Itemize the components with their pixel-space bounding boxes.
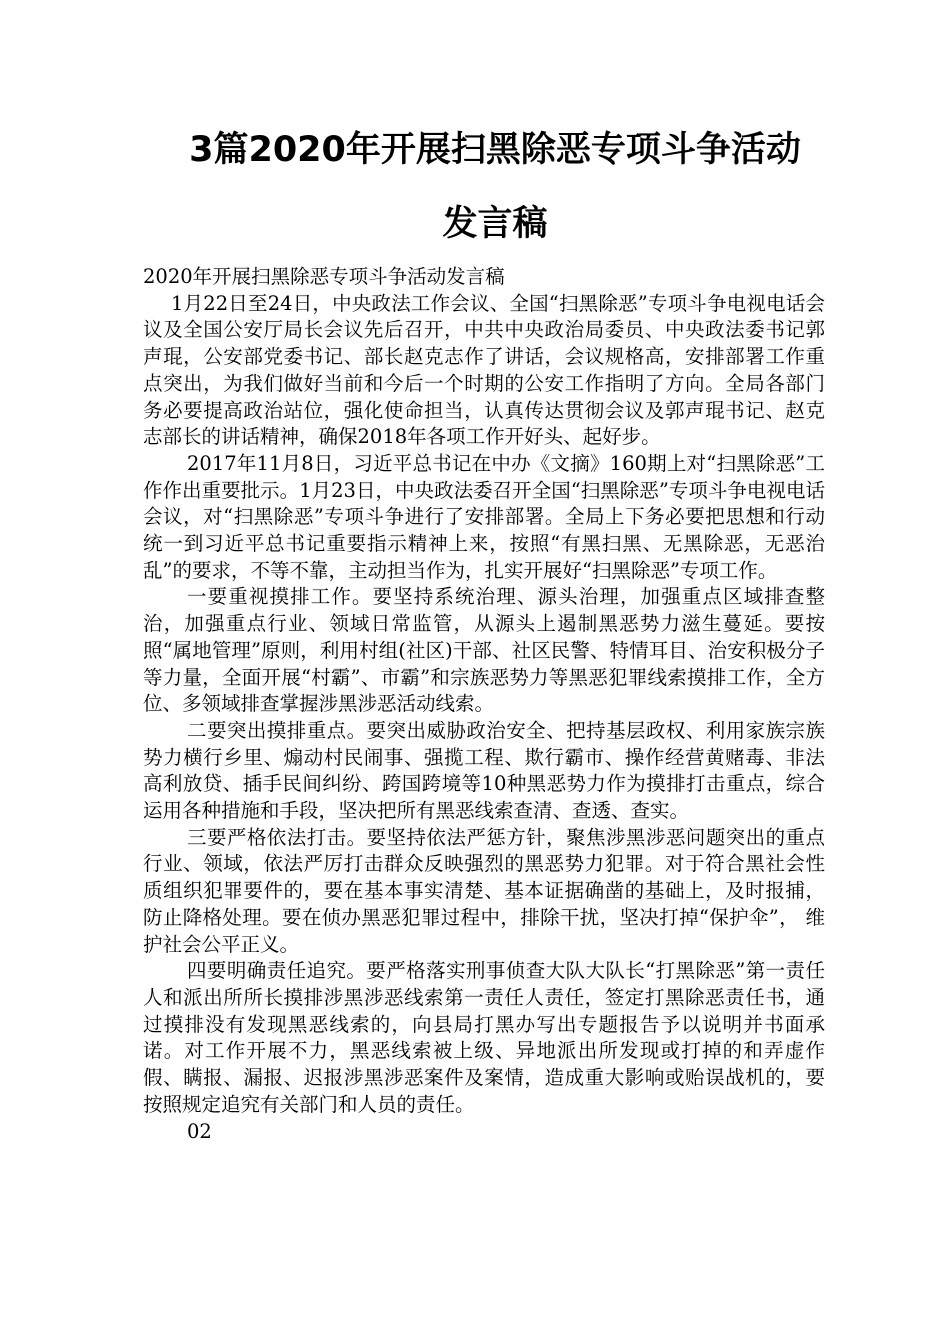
- paragraph-6: 四要明确责任追究。要严格落实刑事侦查大队大队长“打黑除恶”第一责任人和派出所所长摸排涉黑涉恶线索第一责任人责任，签定打黑除恶责任书，通过摸排没有发现黑恶线索的，向县局打黑办写出专题报告予以说明并书面承诺。对工作开展不力，黑恶线索被上级、异地派出所发现或打掉的和弄虚作假、瞒报、漏报、迟报涉黑涉恶案件及案情，造成重大影响或贻误战机的，要按照规定追究有关部门和人员的责任。: [143, 959, 825, 1116]
- paragraph-3: 一要重视摸排工作。要坚持系统治理、源头治理，加强重点区域排查整治，加强重点行业、领域日常监管，从源头上遏制黑恶势力滋生蔓延。要按照“属地管理”原则，利用村组(社区)干部、社区民警、特情耳目、治安积极分子等力量，全面开展“村霸”、市霸”和宗族恶势力等黑恶犯罪线索摸排工作，全方位、多领域排查掌握涉黑涉恶活动线索。: [143, 585, 825, 716]
- document-body: [143, 264, 825, 1145]
- document-title-line-1: 3篇2020年开展扫黑除恶专项斗争活动: [189, 130, 801, 170]
- document-subtitle: 2020年开展扫黑除恶专项斗争活动发言稿: [143, 265, 505, 288]
- paragraph-1: 1月22日至24日，中央政法工作会议、全国“扫黑除恶”专项斗争电视电话会议及全国公安厅局长会议先后召开，中共中央政治局委员、中央政法委书记郭声琨，公安部党委书记、部长赵克志作了讲话，会议规格高，安排部署工作重点突出，为我们做好当前和今后一个时期的公安工作指明了方向。全局各部门务必要提高政治站位，强化使命担当，认真传达贯彻会议及郭声琨书记、赵克志部长的讲话精神，确保2018年各项工作开好头、起好步。: [143, 291, 825, 449]
- paragraph-5: 三要严格依法打击。要坚持依法严惩方针，聚焦涉黑涉恶问题突出的重点行业、领域，依法严厉打击群众反映强烈的黑恶势力犯罪。对于符合黑社会性质组织犯罪要件的，要在基本事实清楚、基本证据确凿的基础上，及时报捕，防止降格处理。要在侦办黑恶犯罪过程中，排除干扰，坚决打掉“保护伞”， 维护社会公平正义。: [143, 825, 825, 956]
- paragraph-4: 二要突出摸排重点。要突出威胁政治安全、把持基层政权、利用家族宗族势力横行乡里、煽动村民闹事、强揽工程、欺行霸市、操作经营黄赌毒、非法高利放贷、插手民间纠纷、跨国跨境等10种黑恶势力作为摸排打击重点，综合运用各种措施和手段，坚决把所有黑恶线索查清、查透、查实。: [143, 718, 825, 823]
- paragraph-2: 2017年11月8日，习近平总书记在中办《文摘》160期上对“扫黑除恶”工作作出重要批示。1月23日，中央政法委召开全国“扫黑除恶”专项斗争电视电话会议，对“扫黑除恶”专项斗争进行了安排部署。全局上下务必要把思想和行动统一到习近平总书记重要指示精神上来，按照“有黑扫黑、无黑除恶，无恶治乱”的要求，不等不靠，主动担当作为，扎实开展好“扫黑除恶”专项工作。: [143, 451, 825, 582]
- section-number: 02: [187, 1119, 212, 1143]
- document-title-line-2: 发言稿: [442, 204, 548, 244]
